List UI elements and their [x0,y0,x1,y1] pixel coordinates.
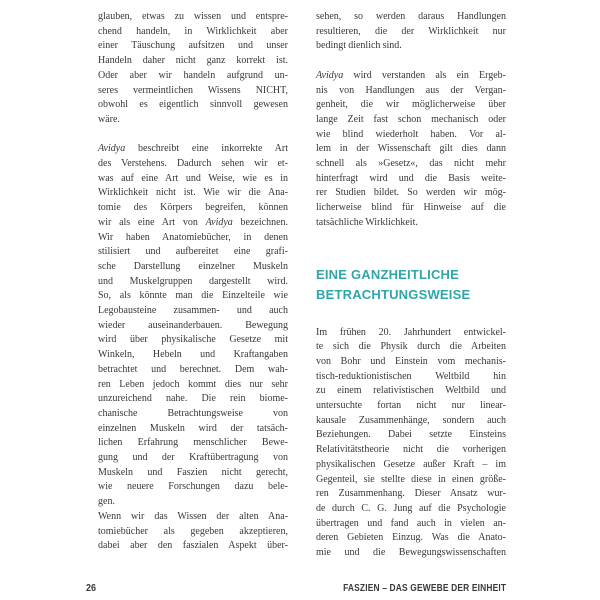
text-line: Avidya wird verstanden als ein Ergeb- [316,69,506,81]
text-line: lichen Erfahrung menschlicher Bewe- [98,437,288,449]
text-line: seres vermeintlichen Wissens NICHT, [98,84,288,96]
text-line: unzureichend nahe. Die rein biome- [98,393,288,405]
text-line: untersuchte fortan nicht nur linear- [316,400,506,412]
text-line: nis von Handlungen aus der Vergan- [316,84,506,96]
text-line: resultieren, die der Wirklichkeit nur [316,25,506,37]
text-line: was auf eine Art und Weise, wie es in [98,172,288,184]
text-line: physikalischen Gesetze außer Kraft – im [316,458,506,470]
text-line: bedingt dienlich sind. [316,40,402,52]
text-line: mie und die Bewegungswissenschaften [316,547,506,559]
text-line: wir als eine Art von Avidya bezeichnen. [98,216,289,228]
text-line: kausale Zusammenhänge, sondern auch [316,414,506,426]
text-line: des Verstehens. Dadurch sehen wir et- [98,158,288,170]
text-line: chanische Betrachtungsweise von [98,407,288,419]
text-line: hinterfragt wird und die Basis weite- [316,172,506,184]
text-line: wieder auseinanderbauen. Bewegung [98,319,288,331]
text-line: zu einem relativistischen Weltbild und [316,385,506,397]
text-line: wie neuere Forschungen dazu bele- [98,481,288,493]
text-line: glauben, etwas zu wissen und entspre- [98,11,288,22]
text-line: licherweise blind für Hinweise auf die [316,202,506,214]
text-line: tomiebücher als gegeben akzeptieren, [98,525,288,537]
text-line: tomie des Körpers begreifen, können [98,202,288,214]
text-line: rer Studien bildet. So werden wir mög- [316,187,506,199]
text-line: von Bohr und Einstein vom mechanis- [316,355,506,367]
text-line: Im frühen 20. Jahrhundert entwickel- [316,326,506,338]
text-line: Gegenteil, sie stellte diese in einen größe- [316,473,506,485]
text-line: dabei aber den faszialen Aspekt über- [98,540,288,552]
running-title: FASZIEN – DAS GEWEBE DER EINHEIT [342,583,506,594]
text-line: chend handeln, in Wirklichkeit aber [98,25,288,37]
text-line: betrachtet und berechnet. Dem wah- [98,363,288,375]
paragraph [316,326,506,561]
paragraph [98,10,288,128]
text-line: übertragen und fand auch in vielen an- [316,517,506,529]
text-line: Oder aber wir handeln aufgrund un- [98,69,288,81]
text-line: de durch C. G. Jung auf die Psychologie [316,502,506,514]
text-line: Wir haben Anatomiebücher, in denen [98,231,288,243]
page-footer [86,581,506,594]
text-line: Legobausteine zusammen- und auch [98,305,288,317]
text-line: schnell als »Gesetz«, das nicht mehr [316,158,506,170]
text-line: tisch-reduktionistischen Weltbild hin [316,370,506,382]
text-line: ren Leben jedoch kommt dies nur sehr [98,378,288,390]
text-line: stilisiert und aufbereitet eine grafi- [98,246,288,258]
text-line: Relativitätstheorie nicht die vorherigen [316,444,506,456]
text-line: Wirklichkeit nicht ist. Wie wir die Ana- [98,187,288,199]
text-line: einzelnen Muskeln wird der tatsäch- [98,422,288,434]
text-line: gung und der Kraftübertragung von [98,452,288,464]
text-line: ren Zusammenhang. Dieser Ansatz wur- [316,488,506,500]
text-line: Beziehungen. Dabei setzte Einsteins [316,429,506,441]
paragraph [316,10,506,54]
text-line: gen. [98,496,115,508]
page-number: 26 [86,583,97,594]
paragraph [98,510,288,554]
right-text-column [316,10,506,561]
text-line: sehen, so werden daraus Handlungen [316,11,506,22]
text-line: So, als könnte man die Einzelteile wie [98,290,288,302]
paragraph [98,142,288,510]
text-line: Handeln daher nicht ganz korrekt ist. [98,55,288,67]
text-line: Wenn wir das Wissen der alten Ana- [98,510,288,522]
section-heading-line: EINE GANZHEITLICHE [316,266,459,282]
section-heading-line: BETRACHTUNGSWEISE [316,286,471,302]
text-line: genheit, die wir möglicherweise über [316,99,506,111]
text-line: lange Zeit fast schon mechanisch oder [316,113,506,125]
paragraph [316,69,506,231]
section-heading [316,265,506,305]
left-text-column [98,10,288,554]
text-line: deren Gebieten Einzug. Was die Anato- [316,532,506,544]
text-line: Avidya beschreibt eine inkorrekte Art [98,143,288,155]
text-line: einer Täuschung aufsitzen und unser [98,40,288,52]
text-line: te sich die Physik durch die Arbeiten [316,341,506,353]
text-line: tatsächliche Wirklichkeit. [316,216,418,228]
text-line: wie blind wiederholt haben. Vor al- [316,128,506,140]
text-line: Winkeln, Hebeln und Kraftangaben [98,349,288,361]
text-line: wäre. [98,113,120,125]
text-line: sche Darstellung einzelner Muskeln [98,260,288,272]
text-line: Muskeln und Faszien nicht gerecht, [98,466,288,478]
text-line: und Muskelgruppen dargestellt wird. [98,275,288,287]
text-line: lem in der Wissenschaft gilt dies dann [316,143,506,155]
text-line: obwohl es eigentlich sinnvoll gewesen [98,99,288,111]
text-line: wird über physikalische Gesetze mit [98,334,288,346]
